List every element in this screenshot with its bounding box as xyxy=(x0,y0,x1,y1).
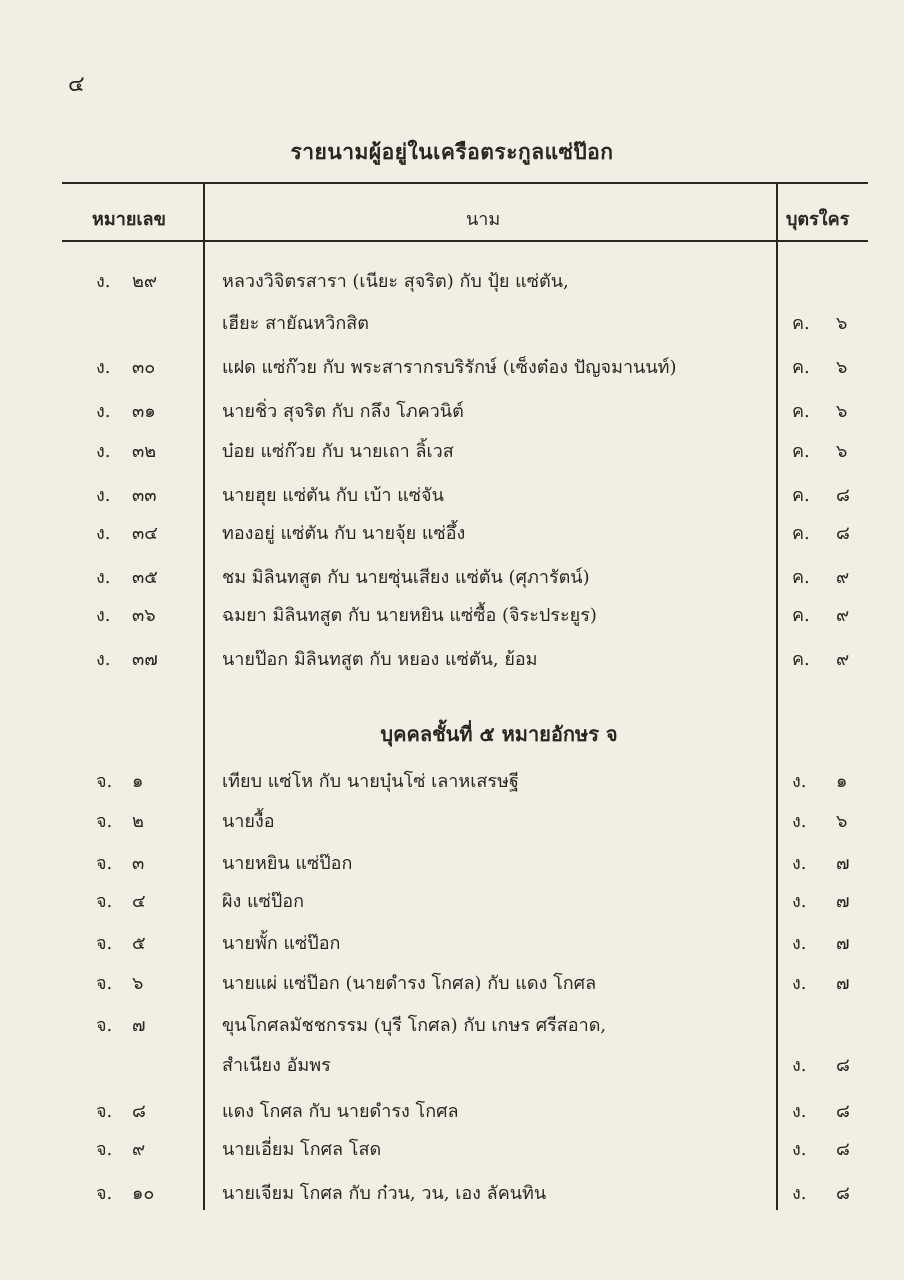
table-row xyxy=(0,308,904,338)
header-name: นาม xyxy=(466,209,501,230)
row-number-prefix: ง. xyxy=(96,271,111,292)
row-number-prefix: จ. xyxy=(96,933,113,954)
row-name: นายชิ่ว สุจริต กับ กลึง โภควนิต์ xyxy=(222,401,464,422)
row-name: แดง โกศล กับ นายดำรง โกศล xyxy=(222,1101,459,1122)
row-number-prefix: ง. xyxy=(96,401,111,422)
row-child-value: ๙ xyxy=(836,605,850,626)
section-heading: บุคคลชั้นที่ ๕ หมายอักษร จ xyxy=(380,722,618,746)
table-row xyxy=(0,266,904,296)
row-child-value: ๘ xyxy=(836,1055,850,1076)
row-number-prefix: จ. xyxy=(96,811,113,832)
table-row xyxy=(0,928,904,958)
table-row xyxy=(0,1050,904,1080)
table-row xyxy=(0,1010,904,1040)
row-child-value: ๗ xyxy=(836,891,850,912)
row-child-value: ๑ xyxy=(836,771,848,792)
row-number-prefix: ง. xyxy=(96,357,111,378)
row-child-value: ๖ xyxy=(836,357,848,378)
row-child-value: ๘ xyxy=(836,523,850,544)
row-child-value: ๗ xyxy=(836,973,850,994)
row-child-value: ๖ xyxy=(836,313,848,334)
row-name: แฝด แซ่ก๊วย กับ พระสารากรบริรักษ์ (เซ็งต๋อง ปัญจมานนท์) xyxy=(222,357,677,378)
row-child-value: ๗ xyxy=(836,853,850,874)
row-name: เทียบ แซ่โห กับ นายบุ๋นโซ่ เลาหเสรษฐี xyxy=(222,771,519,792)
row-name: นายหยิน แซ่ป๊อก xyxy=(222,853,353,874)
row-child-prefix: ค. xyxy=(792,485,810,506)
table-row xyxy=(0,562,904,592)
row-name: บ๋อย แซ่ก๊วย กับ นายเถา ลิ้เวส xyxy=(222,441,454,462)
row-number-value: ๘ xyxy=(132,1101,146,1122)
row-number-prefix: จ. xyxy=(96,1183,113,1204)
row-child-prefix: ค. xyxy=(792,441,810,462)
row-number-prefix: ง. xyxy=(96,567,111,588)
row-name: ชม มิลินทสูต กับ นายซุ่นเสียง แซ่ตัน (ศุภารัตน์) xyxy=(222,567,590,588)
row-number-value: ๖ xyxy=(132,973,144,994)
row-number-prefix: จ. xyxy=(96,1015,113,1036)
row-number-value: ๓๖ xyxy=(132,605,156,626)
row-name: นายเอี่ยม โกศล โสด xyxy=(222,1139,382,1160)
row-number-value: ๓ xyxy=(132,853,145,874)
row-child-value: ๘ xyxy=(836,1139,850,1160)
row-child-prefix: ค. xyxy=(792,605,810,626)
row-child-value: ๖ xyxy=(836,811,848,832)
table-row xyxy=(0,436,904,466)
row-child-prefix: ง. xyxy=(792,933,807,954)
table-row xyxy=(0,806,904,836)
row-number-value: ๑๐ xyxy=(132,1183,155,1204)
row-number-prefix: ง. xyxy=(96,649,111,670)
row-number-value: ๓๐ xyxy=(132,357,156,378)
header-number: หมายเลข xyxy=(92,209,166,230)
header-child-of: บุตรใคร xyxy=(786,209,850,230)
page-number: ๔ xyxy=(68,72,85,97)
row-name: นายเจียม โกศล กับ ก๋วน, วน, เอง ลัคนทิน xyxy=(222,1183,547,1204)
row-number-value: ๓๓ xyxy=(132,485,157,506)
row-name: หลวงวิจิตรสารา (เนียะ สุจริต) กับ ปุ้ย แซ่ตัน, xyxy=(222,271,569,292)
row-number-prefix: ง. xyxy=(96,523,111,544)
row-name: ฉมยา มิลินทสูต กับ นายหยิน แซ่ซื้อ (จิระประยูร) xyxy=(222,605,597,626)
row-number-value: ๒๙ xyxy=(132,271,158,292)
table-row xyxy=(0,1178,904,1208)
row-number-value: ๓๒ xyxy=(132,441,157,462)
row-number-prefix: จ. xyxy=(96,771,113,792)
row-number-prefix: จ. xyxy=(96,1101,113,1122)
table-row xyxy=(0,886,904,916)
row-number-prefix: จ. xyxy=(96,853,113,874)
row-child-prefix: ง. xyxy=(792,1055,807,1076)
row-name: นายพั้ก แซ่ป๊อก xyxy=(222,933,341,954)
table-row xyxy=(0,848,904,878)
row-name: นายป๊อก มิลินทสูต กับ หยอง แซ่ตัน, ย้อม xyxy=(222,649,538,670)
table-row xyxy=(0,480,904,510)
table-row xyxy=(0,968,904,998)
row-child-value: ๘ xyxy=(836,485,850,506)
row-number-prefix: ง. xyxy=(96,605,111,626)
row-number-prefix: จ. xyxy=(96,973,113,994)
row-number-value: ๓๕ xyxy=(132,567,158,588)
row-number-prefix: ง. xyxy=(96,485,111,506)
row-number-value: ๓๗ xyxy=(132,649,158,670)
row-child-prefix: ค. xyxy=(792,523,810,544)
page-title: รายนามผู้อยู่ในเครือตระกูลแซ่ป๊อก xyxy=(290,139,614,164)
row-child-prefix: ค. xyxy=(792,313,810,334)
table-row xyxy=(0,352,904,382)
table-top-rule xyxy=(62,182,868,184)
table-row xyxy=(0,518,904,548)
row-child-value: ๖ xyxy=(836,401,848,422)
row-name: ทองอยู่ แซ่ตัน กับ นายจุ้ย แซ่อึ้ง xyxy=(222,523,466,544)
row-number-value: ๗ xyxy=(132,1015,146,1036)
table-header-rule xyxy=(62,240,868,242)
row-child-prefix: ง. xyxy=(792,973,807,994)
row-name: นายแผ่ แซ่ป๊อก (นายดำรง โกศล) กับ แดง โกศล xyxy=(222,973,597,994)
row-number-value: ๒ xyxy=(132,811,144,832)
table-row xyxy=(0,1096,904,1126)
row-number-value: ๔ xyxy=(132,891,146,912)
table-row xyxy=(0,1134,904,1164)
row-child-prefix: ค. xyxy=(792,357,810,378)
table-row xyxy=(0,644,904,674)
row-name: สำเนียง อัมพร xyxy=(222,1055,331,1076)
row-name: ขุนโกศลมัชชกรรม (บุรี โกศล) กับ เกษร ศรีสอาด, xyxy=(222,1015,607,1036)
row-number-prefix: จ. xyxy=(96,1139,113,1160)
row-child-value: ๖ xyxy=(836,441,848,462)
row-child-prefix: ง. xyxy=(792,1183,807,1204)
row-child-prefix: ง. xyxy=(792,811,807,832)
row-child-prefix: ง. xyxy=(792,1101,807,1122)
row-name: เฮียะ สายัณหวิกสิต xyxy=(222,313,369,334)
row-child-prefix: ง. xyxy=(792,853,807,874)
row-child-value: ๗ xyxy=(836,933,850,954)
row-number-value: ๕ xyxy=(132,933,146,954)
row-number-value: ๙ xyxy=(132,1139,146,1160)
row-child-prefix: ง. xyxy=(792,1139,807,1160)
row-child-value: ๙ xyxy=(836,649,850,670)
row-child-prefix: ง. xyxy=(792,891,807,912)
table-row xyxy=(0,396,904,426)
table-row xyxy=(0,600,904,630)
row-number-value: ๓๑ xyxy=(132,401,156,422)
row-child-value: ๙ xyxy=(836,567,850,588)
row-number-value: ๑ xyxy=(132,771,144,792)
row-number-prefix: จ. xyxy=(96,891,113,912)
row-child-value: ๘ xyxy=(836,1183,850,1204)
row-child-prefix: ง. xyxy=(792,771,807,792)
row-child-prefix: ค. xyxy=(792,401,810,422)
row-child-prefix: ค. xyxy=(792,567,810,588)
row-name: นายฮุย แซ่ตัน กับ เบ้า แซ่จัน xyxy=(222,485,444,506)
table-row xyxy=(0,766,904,796)
row-child-value: ๘ xyxy=(836,1101,850,1122)
row-number-value: ๓๔ xyxy=(132,523,158,544)
row-child-prefix: ค. xyxy=(792,649,810,670)
row-name: ผิง แซ่ป๊อก xyxy=(222,891,305,912)
row-number-prefix: ง. xyxy=(96,441,111,462)
row-name: นายงื้อ xyxy=(222,811,275,832)
